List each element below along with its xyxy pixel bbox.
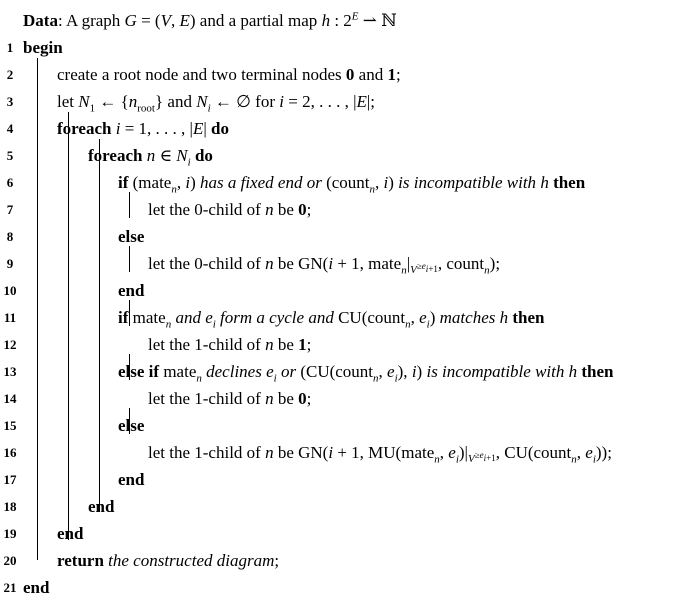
statement: foreach i = 1, . . . , |E| do xyxy=(57,119,229,138)
line-number: 15 xyxy=(3,418,17,433)
statement: let the 1-child of n be 1; xyxy=(148,335,312,354)
keyword-end: end xyxy=(23,578,50,597)
block-bar-begin xyxy=(37,58,38,560)
statement: foreach n ∈ $N_i$ do xyxy=(88,146,213,169)
keyword-begin: begin xyxy=(23,38,63,57)
keyword-else: else xyxy=(118,416,145,435)
line-number: 19 xyxy=(3,526,17,541)
statement: if (mate$_n$, i) has a fixed end or (count$_n$, i) is incompatible with h then xyxy=(118,173,586,196)
keyword-end: end xyxy=(88,497,115,516)
line-number: 13 xyxy=(3,364,17,379)
line-number: 8 xyxy=(6,229,14,244)
line-number: 21 xyxy=(3,580,17,595)
statement: if mate$_n$ and $e_i$ form a cycle and CU(count$_n$, $e_i$) matches h then xyxy=(118,308,545,331)
line-number: 14 xyxy=(3,391,17,406)
statement: create a root node and two terminal nodes 0 and 1; xyxy=(57,65,401,84)
statement: let the 0-child of n be GN(i + 1, $mate_n|_{V^{\ge e_{i+1}}}$, count$_n$); xyxy=(148,254,501,277)
statement: else if mate$_n$ declines $e_i$ or (CU(count$_n$, $e_i$), i) is incompatible with h then xyxy=(118,362,614,385)
line-number: 6 xyxy=(6,175,14,190)
line-number: 12 xyxy=(3,337,17,352)
line-number: 9 xyxy=(6,256,14,271)
line-number: 5 xyxy=(6,148,14,163)
line-number: 3 xyxy=(6,94,14,109)
line-number: 20 xyxy=(3,553,17,568)
line-number: 10 xyxy=(3,283,17,298)
statement: let the 1-child of n be 0; xyxy=(148,389,312,408)
statement: let the 0-child of n be 0; xyxy=(148,200,312,219)
line-number: 4 xyxy=(6,121,14,136)
data-text: Data: A graph G = (V, E) and a partial map h : $2^E$ ⇀ ℕ xyxy=(23,10,397,30)
line-number: 7 xyxy=(6,202,14,217)
statement: let the 1-child of n be GN(i + 1, MU(mate$_n$, $e_i)|_{V^{\ge e_{i+1}}}$, CU(count$_n$, $e_i$)); xyxy=(148,443,612,466)
line-number: 1 xyxy=(6,40,14,55)
statement: return the constructed diagram; xyxy=(57,551,280,570)
keyword-else: else xyxy=(118,227,145,246)
keyword-end: end xyxy=(118,470,145,489)
block-bar-foreach-n xyxy=(99,139,100,512)
line-number: 18 xyxy=(3,499,17,514)
block-bar-foreach-i xyxy=(68,112,69,540)
line-number: 2 xyxy=(6,67,14,82)
keyword-end: end xyxy=(57,524,84,543)
line-number: 17 xyxy=(3,472,17,487)
statement: let $N_1$ ← $\{n_{root}\}$ and $N_i$ ← ∅ for i = 2, . . . , |E|; xyxy=(57,92,376,115)
keyword-end: end xyxy=(118,281,145,300)
line-number: 16 xyxy=(3,445,17,460)
line-number: 11 xyxy=(3,310,17,325)
